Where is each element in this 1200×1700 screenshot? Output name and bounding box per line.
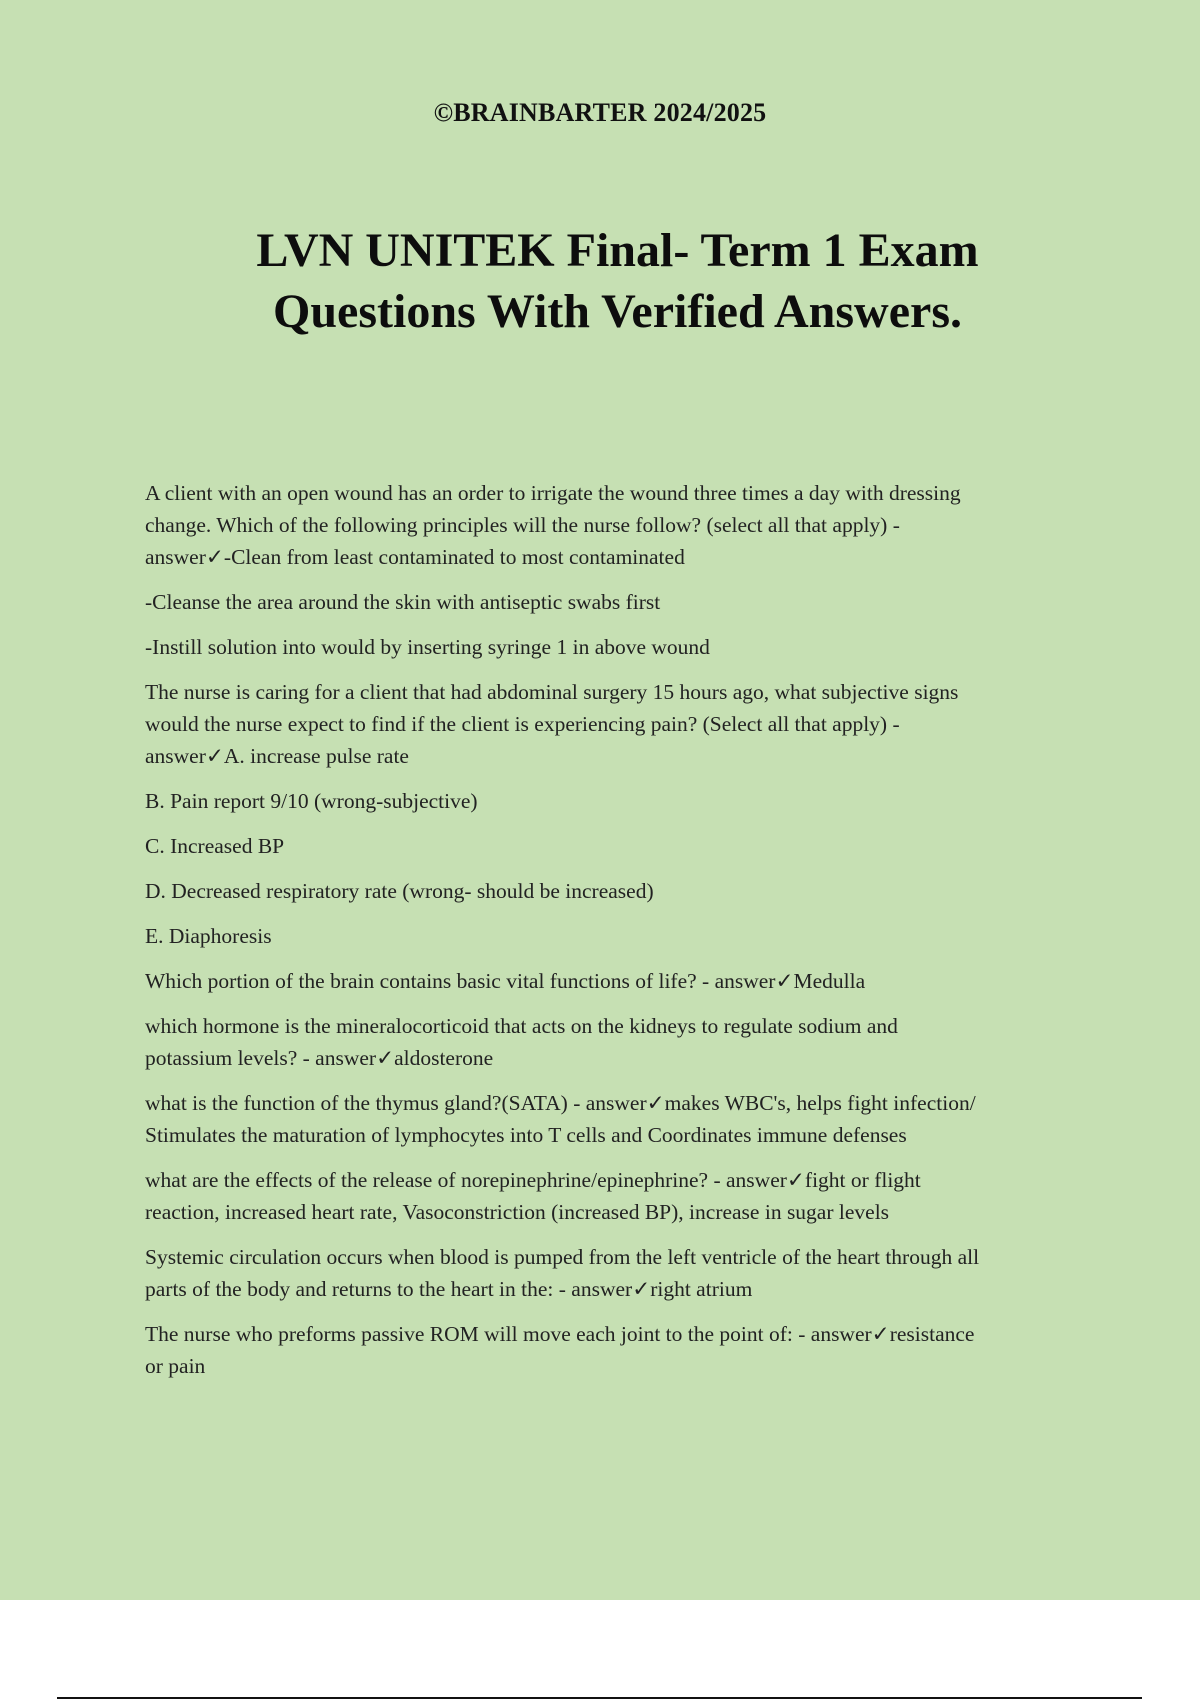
qa-paragraph-pain-signs [145, 676, 1090, 772]
question-line: change. Which of the following principles will the nurse follow? (select all that apply) - [145, 513, 900, 537]
answer-line [145, 586, 1090, 618]
answer-text: fight or flight [804, 1168, 921, 1192]
answer-text: E. Diaphoresis [145, 924, 272, 948]
answer-text: Medulla [793, 969, 866, 993]
checkmark-icon: ✓ [775, 969, 794, 993]
question-line: The nurse is caring for a client that had abdominal surgery 15 hours ago, what subjective signs [145, 680, 959, 704]
answer-continuation: Stimulates the maturation of lymphocytes into T cells and Coordinates immune defenses [145, 1123, 907, 1147]
question-text: what are the effects of the release of norepinephrine/epinephrine? - answer [145, 1168, 787, 1192]
document-title [0, 220, 1200, 342]
qa-paragraph-passive-rom [145, 1318, 1090, 1382]
answer-text: A. increase pulse rate [223, 744, 409, 768]
question-answer-list [145, 477, 1090, 1395]
qa-paragraph-thymus [145, 1087, 1090, 1151]
question-text: The nurse who preforms passive ROM will move each joint to the point of: - answer [145, 1322, 872, 1346]
answer-text: right atrium [650, 1277, 753, 1301]
checkmark-icon: ✓ [632, 1277, 651, 1301]
question-line: Systemic circulation occurs when blood is pumped from the left ventricle of the heart through all [145, 1245, 980, 1269]
checkmark-icon: ✓ [205, 744, 224, 768]
answer-prefix: answer [145, 744, 206, 768]
question-text: what is the function of the thymus gland?(SATA) - answer [145, 1091, 647, 1115]
question-line: would the nurse expect to find if the client is experiencing pain? (Select all that apply) - [145, 712, 900, 736]
answer-text: resistance [889, 1322, 975, 1346]
answer-text: makes WBC's, helps fight infection/ [664, 1091, 976, 1115]
answer-continuation: or pain [145, 1354, 206, 1378]
qa-paragraph-brain-portion [145, 965, 1090, 997]
question-line: A client with an open wound has an order to irrigate the wound three times a day with dressing [145, 481, 961, 505]
question-line: which hormone is the mineralocorticoid that acts on the kidneys to regulate sodium and [145, 1014, 898, 1038]
answer-line [145, 875, 1090, 907]
answer-text: aldosterone [394, 1046, 494, 1070]
qa-paragraph-systemic-circulation [145, 1241, 1090, 1305]
answer-continuation: reaction, increased heart rate, Vasoconstriction (increased BP), increase in sugar levels [145, 1200, 890, 1224]
answer-line [145, 830, 1090, 862]
qa-paragraph-mineralocorticoid [145, 1010, 1090, 1074]
answer-prefix: answer [145, 545, 206, 569]
answer-text: -Cleanse the area around the skin with antiseptic swabs first [145, 590, 661, 614]
qa-paragraph-norepinephrine [145, 1164, 1090, 1228]
footer-divider [57, 1697, 1142, 1699]
answer-text: D. Decreased respiratory rate (wrong- should be increased) [145, 879, 654, 903]
question-text: parts of the body and returns to the heart in the: - answer [145, 1277, 633, 1301]
copyright-header: ©BRAINBARTER 2024/2025 [433, 98, 767, 127]
answer-line [145, 631, 1090, 663]
checkmark-icon: ✓ [205, 545, 224, 569]
checkmark-icon: ✓ [646, 1091, 665, 1115]
question-text: potassium levels? - answer [145, 1046, 377, 1070]
answer-text: -Instill solution into would by inserting syringe 1 in above wound [145, 635, 710, 659]
checkmark-icon: ✓ [871, 1322, 890, 1346]
checkmark-icon: ✓ [786, 1168, 805, 1192]
question-text: Which portion of the brain contains basic vital functions of life? - answer [145, 969, 776, 993]
title-line-2: Questions With Verified Answers. [273, 285, 962, 338]
title-line-1: LVN UNITEK Final- Term 1 Exam [256, 224, 979, 277]
answer-text: C. Increased BP [145, 834, 285, 858]
answer-text: B. Pain report 9/10 (wrong-subjective) [145, 789, 478, 813]
checkmark-icon: ✓ [376, 1046, 395, 1070]
answer-line [145, 920, 1090, 952]
qa-paragraph-wound-irrigation [145, 477, 1090, 573]
answer-line [145, 785, 1090, 817]
answer-text: -Clean from least contaminated to most contaminated [223, 545, 685, 569]
